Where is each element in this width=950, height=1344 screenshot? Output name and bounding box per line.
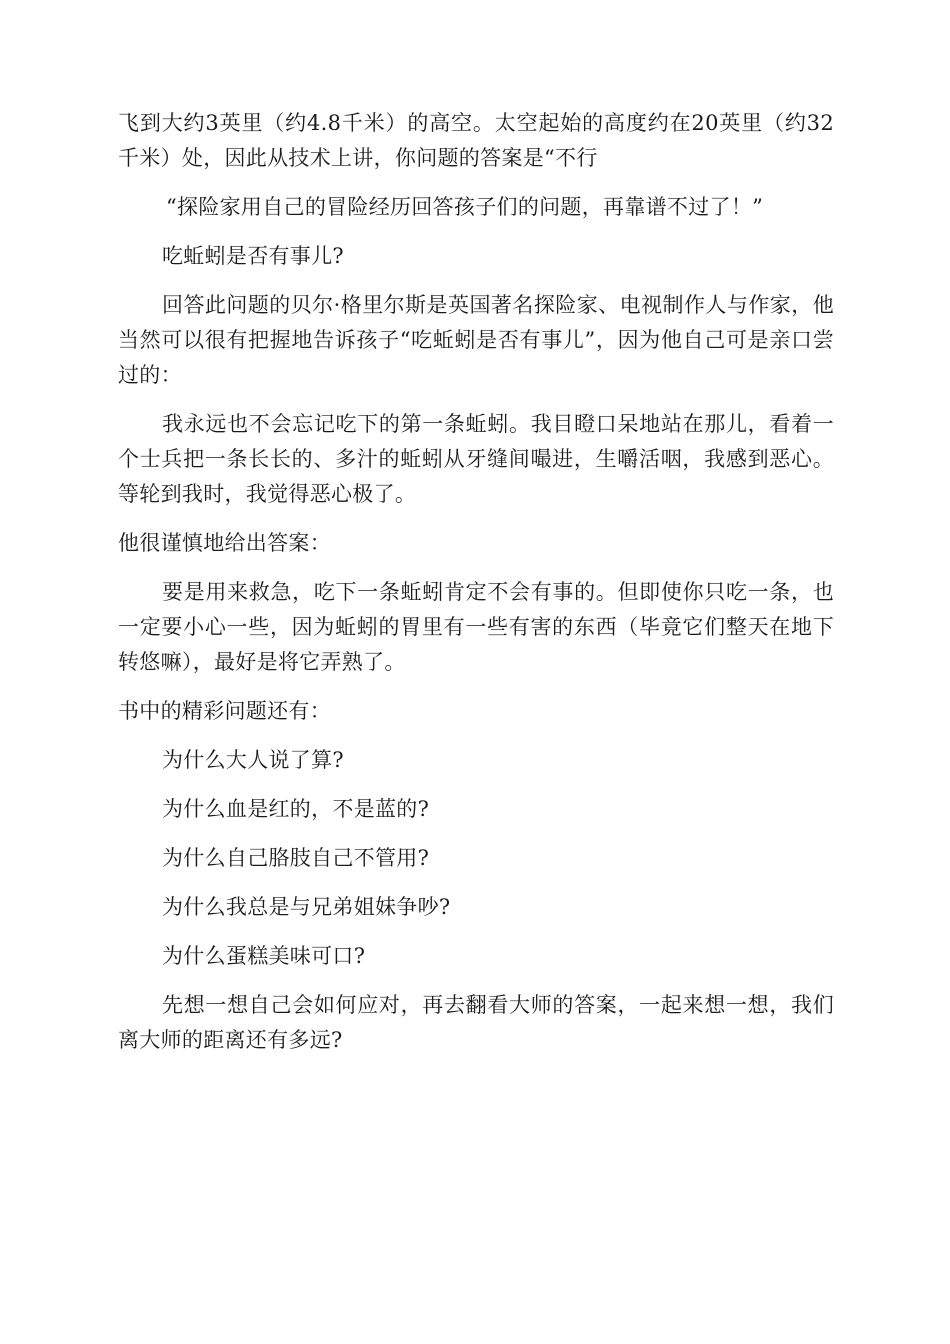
paragraph-3: 吃蚯蚓是否有事儿?: [162, 244, 344, 268]
document-body: [118, 106, 834, 1072]
paragraph-2: “探险家用自己的冒险经历回答孩子们的问题，再靠谱不过了！”: [166, 195, 764, 219]
paragraph-6: 他很谨慎地给出答案：: [118, 531, 331, 555]
paragraph-5: 我永远也不会忘记吃下的第一条蚯蚓。我目瞪口呆地站在那儿，看着一个士兵把一条长长的、多汁的蚯蚓从牙缝间嘬进，生嚼活咽，我感到恶心。等轮到我时，我觉得恶心极了。: [118, 412, 834, 506]
paragraph-4: 回答此问题的贝尔·格里尔斯是英国著名探险家、电视制作人与作家，他当然可以很有把握地告诉孩子“吃蚯蚓是否有事儿”，因为他自己可是亲口尝过的：: [118, 293, 834, 387]
paragraph-7: 要是用来救急，吃下一条蚯蚓肯定不会有事的。但即使你只吃一条，也一定要小心一些，因为蚯蚓的胃里有一些有害的东西（毕竟它们整天在地下转悠嘛），最好是将它弄熟了。: [118, 580, 834, 674]
question-item: 为什么自己胳肢自己不管用?: [162, 846, 430, 870]
question-item: 为什么蛋糕美味可口?: [162, 944, 366, 968]
question-item: 为什么血是红的，不是蓝的?: [162, 797, 430, 821]
paragraph-8: 书中的精彩问题还有：: [118, 699, 331, 723]
question-item: 为什么大人说了算?: [162, 748, 344, 772]
paragraph-1: 飞到大约3英里（约4.8千米）的高空。太空起始的高度约在20英里（约32千米）处，因此从技术上讲，你问题的答案是“不行: [118, 111, 834, 170]
question-item: 为什么我总是与兄弟姐妹争吵?: [162, 895, 451, 919]
closing-paragraph: 先想一想自己会如何应对，再去翻看大师的答案，一起来想一想，我们离大师的距离还有多远?: [118, 993, 834, 1052]
